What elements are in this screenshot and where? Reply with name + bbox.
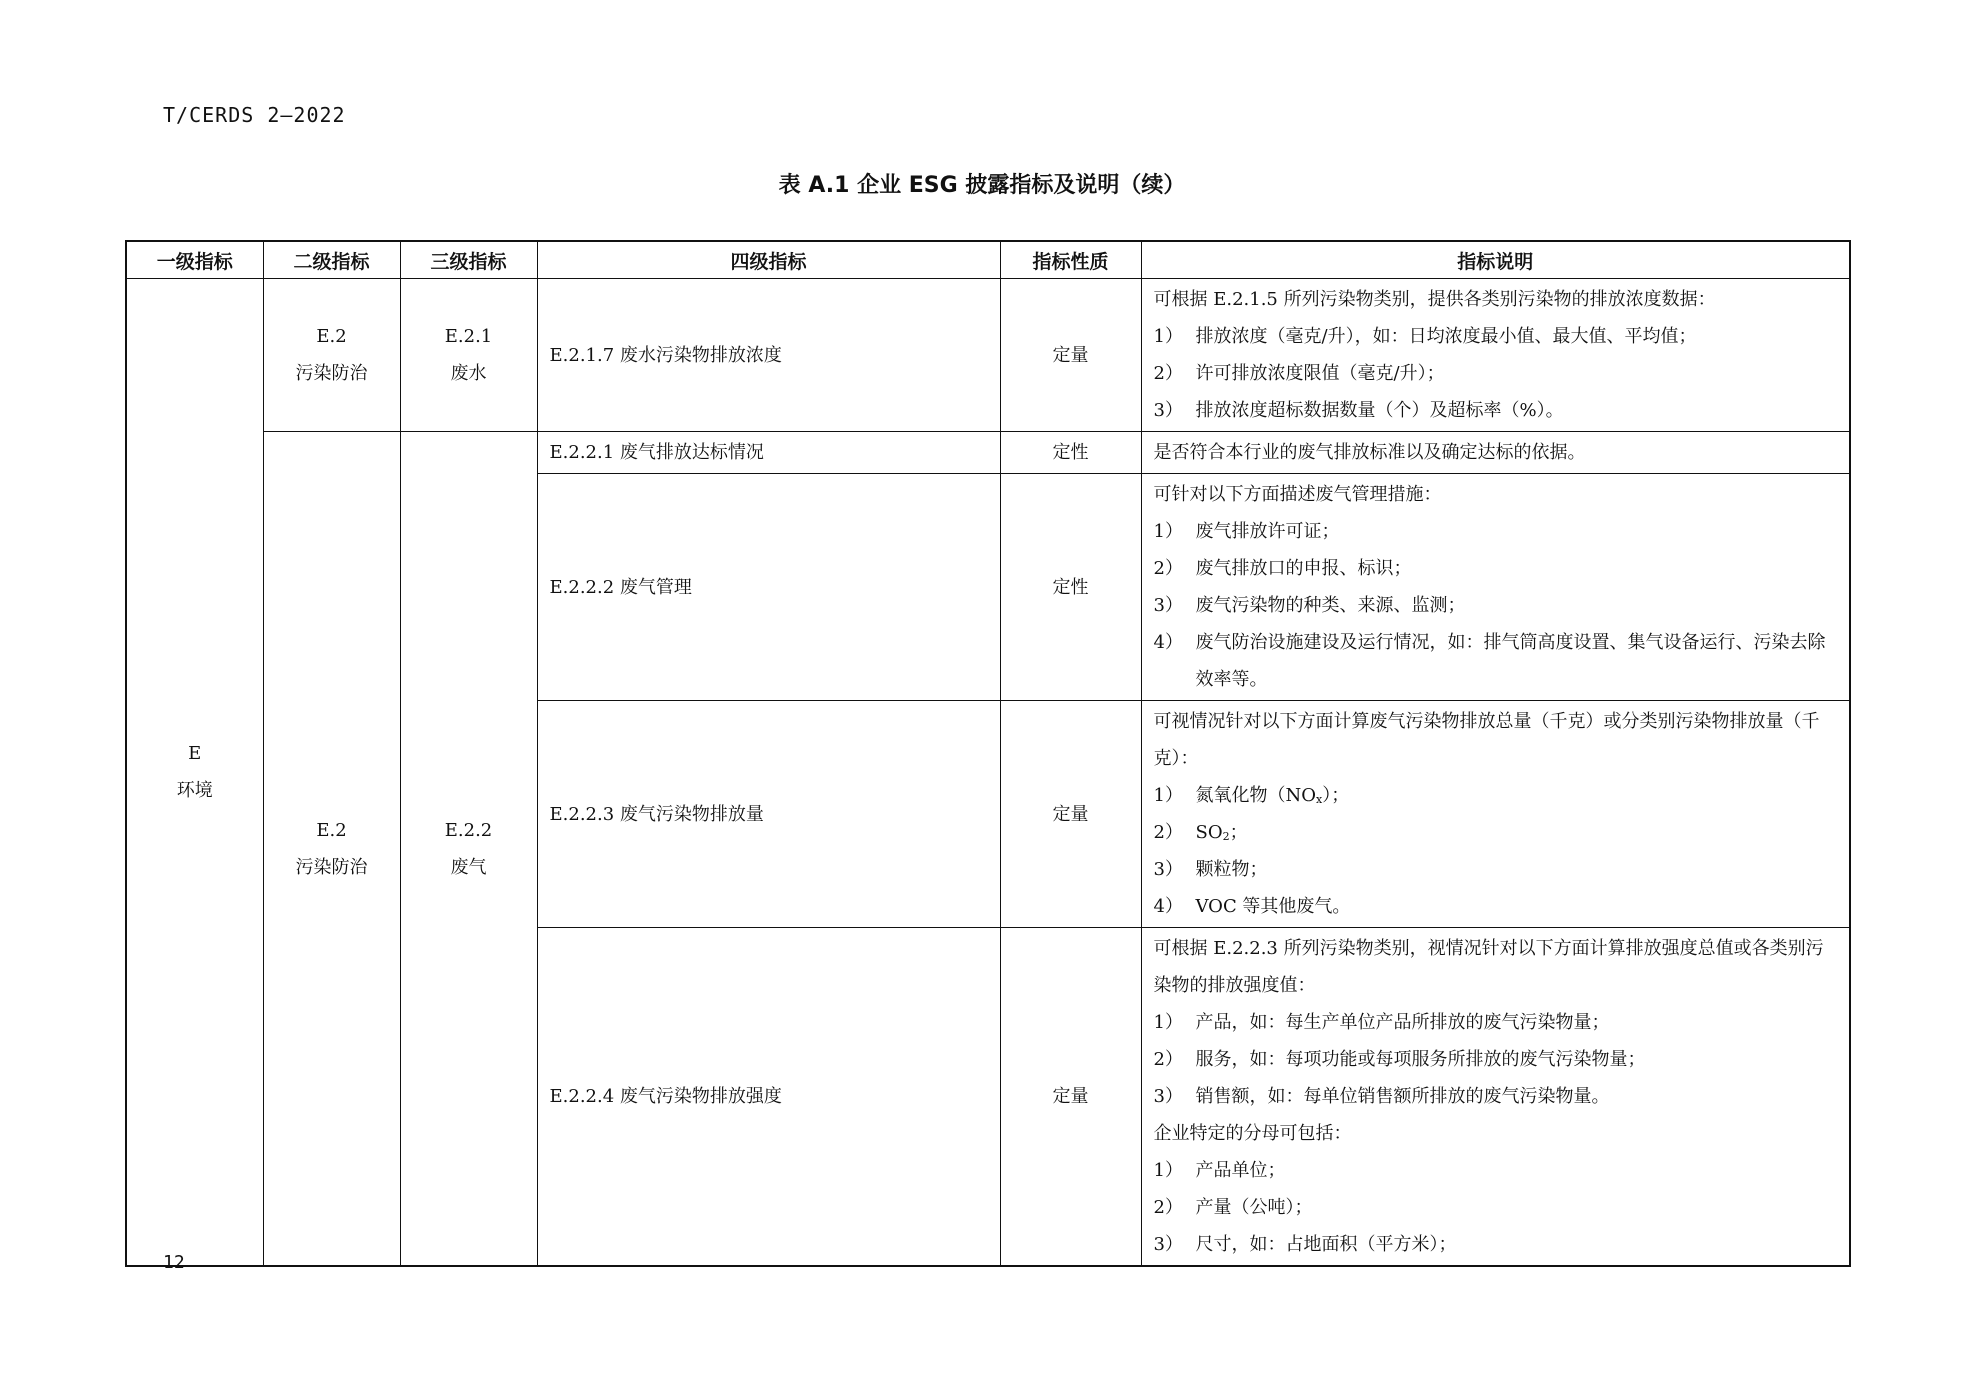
page-number: 12	[163, 1252, 185, 1273]
table-row	[126, 279, 1850, 432]
indicator-description: 可根据 E.2.2.3 所列污染物类别，视情况针对以下方面计算排放强度总值或各类别污染物的排放强度值： 1） 产品，如：每生产单位产品所排放的废气污染物量； 2） 服务，如：每项功能或每项服务所排放的废气污染物量； 3） 销售额，如：每单位销售额所排放的废气污染物量。 企业特定的分母可包括： 1） 产品单位； 2） 产量（公吨）； 3） 尺寸，如：占地面积（平方米）；	[1141, 928, 1850, 1267]
level4-indicator: E.2.2.3 废气污染物排放量	[537, 701, 1000, 928]
header-level3: 三级指标	[400, 241, 537, 279]
table-header-row	[126, 241, 1850, 279]
level4-indicator: E.2.2.2 废气管理	[537, 474, 1000, 701]
indicator-description: 可根据 E.2.1.5 所列污染物类别，提供各类别污染物的排放浓度数据： 1） 排放浓度（毫克/升），如：日均浓度最小值、最大值、平均值； 2） 许可排放浓度限值（毫克/升）； 3） 排放浓度超标数据数量（个）及超标率（%）。	[1141, 279, 1850, 432]
level2-name: 污染防治	[295, 856, 368, 878]
header-level4: 四级指标	[537, 241, 1000, 279]
level4-indicator: E.2.1.7 废水污染物排放浓度	[537, 279, 1000, 432]
level4-indicator: E.2.2.1 废气排放达标情况	[537, 432, 1000, 474]
level2-name: 污染防治	[295, 363, 368, 384]
level2-code: E.2	[316, 326, 347, 347]
indicator-description: 可针对以下方面描述废气管理措施： 1） 废气排放许可证； 2） 废气排放口的申报、标识； 3） 废气污染物的种类、来源、监测； 4） 废气防治设施建设及运行情况，如：排气筒高度设置、集气设备运行、污染去除效率等。	[1141, 474, 1850, 701]
indicator-description: 是否符合本行业的废气排放标准以及确定达标的依据。	[1141, 432, 1850, 474]
level1-name: 环境	[176, 780, 213, 801]
level2-cell	[263, 432, 400, 1267]
indicator-nature: 定量	[1000, 279, 1141, 432]
level2-code: E.2	[316, 819, 347, 841]
header-level2: 二级指标	[263, 241, 400, 279]
level3-cell	[400, 432, 537, 1267]
header-description: 指标说明	[1141, 241, 1850, 279]
document-code: T/CERDS 2—2022	[163, 103, 346, 127]
esg-indicator-table	[125, 240, 1851, 1267]
level3-code: E.2.1	[444, 326, 493, 347]
level2-cell	[263, 279, 400, 432]
header-level1: 一级指标	[126, 241, 263, 279]
level3-name: 废水	[450, 363, 487, 384]
level1-cell	[126, 279, 263, 1267]
table-title: 表 A.1 企业 ESG 披露指标及说明（续）	[778, 173, 1186, 198]
indicator-description: 可视情况针对以下方面计算废气污染物排放总量（千克）或分类别污染物排放量（千克）： 1） 氮氧化物$(NO_x)$； 2） $SO_2$； 3） 颗粒物； 4） VOC 等其他废气。	[1141, 701, 1850, 928]
table-row	[126, 432, 1850, 474]
header-nature: 指标性质	[1000, 241, 1141, 279]
level4-indicator: E.2.2.4 废气污染物排放强度	[537, 928, 1000, 1267]
indicator-nature: 定性	[1000, 432, 1141, 474]
indicator-nature: 定量	[1000, 928, 1141, 1267]
level3-name: 废气	[450, 856, 487, 878]
indicator-nature: 定性	[1000, 474, 1141, 701]
indicator-nature: 定量	[1000, 701, 1141, 928]
level3-cell	[400, 279, 537, 432]
level3-code: E.2.2	[444, 819, 493, 841]
level1-code: E	[188, 743, 202, 764]
